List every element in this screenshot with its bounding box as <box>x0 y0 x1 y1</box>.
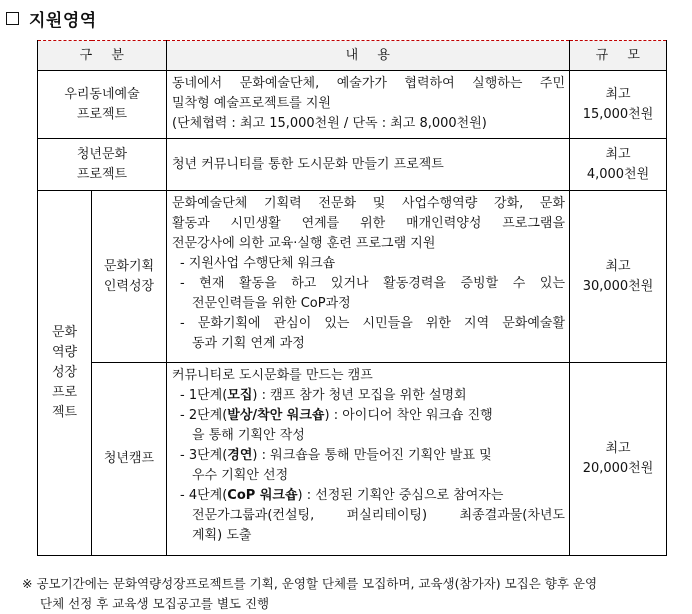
header-content: 내 용 <box>167 41 570 71</box>
table-row-village <box>38 71 667 139</box>
subcategory-cell: 문화기획 인력성장 <box>92 191 167 363</box>
scale-cell: 최고 15,000천원 <box>570 71 667 139</box>
table-row-camp <box>38 363 667 556</box>
support-area-table <box>37 40 667 556</box>
content-cell: 동네에서 문화예술단체, 예술가가 협력하여 실행하는 주민 밀착형 예술프로젝트를 지원 (단체협력 : 최고 15,000천원 / 단독 : 최고 8,000천원) <box>167 71 570 139</box>
subcategory-cell: 청년캠프 <box>92 363 167 556</box>
content-cell: 커뮤니티로 도시문화를 만드는 캠프 - 1단계(모집) : 캠프 참가 청년 모집을 위한 설명회 - 2단계(발상/착안 워크숍) : 아이디어 착안 워크숍 진행 을 통해 기획안 작성 - 3단계(경연) : 워크숍을 통해 만들어진 기획안 발표 및 우수 기획안 선정 - 4단계(CoP 워크숍) : 선정된 기획안 중심으로 참여자는 전문가그룹과(컨설팅, 퍼실리테이팅) 최종결과물(차년도 계획) 도출 <box>167 363 570 556</box>
footnote-line: ※ 공모기간에는 문화역량성장프로젝트를 기획, 운영할 단체를 모집하며, 교육생(참가자) 모집은 향후 운영 <box>22 576 598 591</box>
table-header-row <box>38 41 667 71</box>
scale-cell: 최고 4,000천원 <box>570 139 667 191</box>
content-cell: 청년 커뮤니티를 통한 도시문화 만들기 프로젝트 <box>167 139 570 191</box>
checkbox-icon <box>6 12 19 25</box>
header-category: 구 분 <box>38 41 167 71</box>
header-scale: 규 모 <box>570 41 667 71</box>
content-cell: 문화예술단체 기획력 전문화 및 사업수행역량 강화, 문화 활동과 시민생활 연계를 위한 매개인력양성 프로그램을 전문강사에 의한 교육·실행 훈련 프로그램 지원 - 지원사업 수행단체 워크숍 - 현재 활동을 하고 있거나 활동경력을 증빙할 수 있는 전문인력들을 위한 CoP과정 - 문화기획에 관심이 있는 시민들을 위한 지역 문화예술활 동과 기획 연계 과정 <box>167 191 570 363</box>
section-heading <box>6 6 97 30</box>
section-title: 지원영역 <box>29 10 97 31</box>
footnote <box>22 574 686 614</box>
category-cell: 우리동네예술 프로젝트 <box>38 71 167 139</box>
footnote-line: 단체 선정 후 교육생 모집공고를 별도 진행 <box>40 596 270 611</box>
scale-cell: 최고 30,000천원 <box>570 191 667 363</box>
category-cell: 청년문화 프로젝트 <box>38 139 167 191</box>
table-row-youth <box>38 139 667 191</box>
group-category-cell: 문화 역량 성장 프로 젝트 <box>38 191 92 556</box>
scale-cell: 최고 20,000천원 <box>570 363 667 556</box>
table-row-planning <box>38 191 667 363</box>
